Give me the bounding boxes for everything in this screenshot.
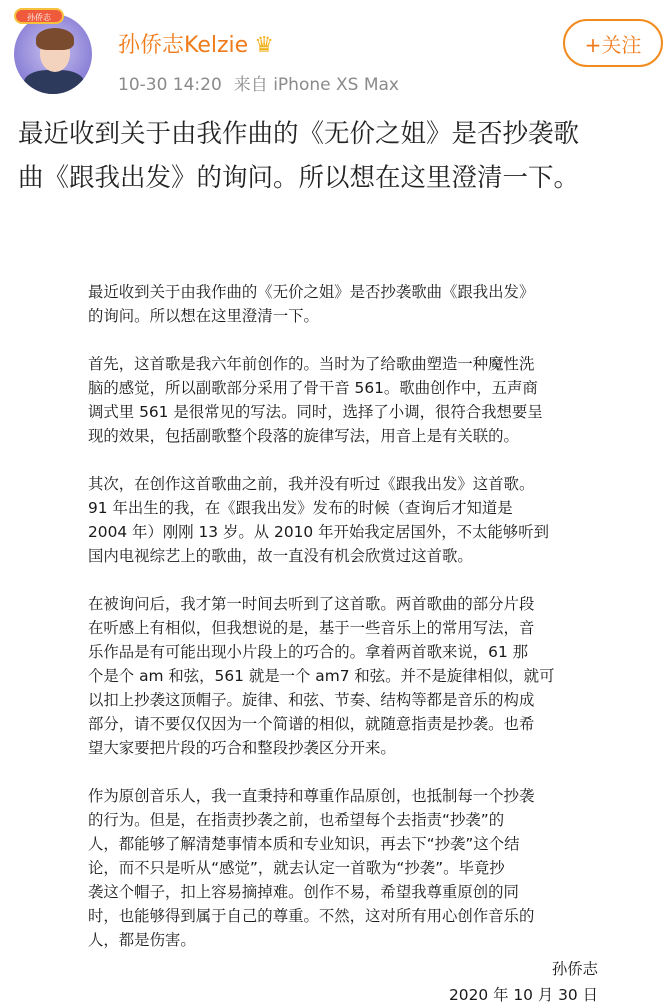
post-line: 曲《跟我出发》的询问。所以想在这里澄清一下。 <box>18 163 580 193</box>
statement-line: 论，而不只是听从“感觉”，就去认定一首歌为“抄袭”。毕竟抄 <box>88 859 505 877</box>
statement-line: 国内电视综艺上的歌曲，故一直没有机会欣赏过这首歌。 <box>88 547 473 565</box>
post-source: 来自 iPhone XS Max <box>233 75 399 95</box>
statement-signature: 孙侨志 <box>551 960 598 978</box>
statement-paragraph <box>88 784 608 952</box>
user-name[interactable] <box>118 28 274 59</box>
avatar[interactable] <box>14 14 92 94</box>
statement-line: 袭这个帽子，扣上容易摘掉难。创作不易，希望我尊重原创的同 <box>88 883 519 901</box>
statement-line: 最近收到关于由我作曲的《无价之姐》是否抄袭歌曲《跟我出发》 <box>88 283 535 301</box>
statement-line: 调式里 561 是很常见的写法。同时，选择了小调，很符合我想要呈 <box>88 403 543 421</box>
avatar-badge: 孙侨志 <box>14 8 64 24</box>
follow-button[interactable]: +关注 <box>563 19 663 67</box>
statement-paragraph <box>88 592 608 760</box>
avatar-body <box>24 70 84 94</box>
statement-line: 首先，这首歌是我六年前创作的。当时为了给歌曲塑造一种魔性洗 <box>88 355 535 373</box>
statement-line: 以扣上抄袭这顶帽子。旋律、和弦、节奏、结构等都是音乐的构成 <box>88 691 535 709</box>
post-time: 10-30 14:20 <box>118 75 222 95</box>
statement-line: 91 年出生的我，在《跟我出发》发布的时候（查询后才知道是 <box>88 499 513 517</box>
statement-line: 人，都能够了解清楚事情本质和专业知识，再去下“抄袭”这个结 <box>88 835 520 853</box>
statement-paragraph <box>88 352 608 448</box>
crown-icon: ♛ <box>254 33 274 58</box>
statement-paragraph <box>88 472 608 568</box>
statement-line: 脑的感觉，所以副歌部分采用了骨干音 561。歌曲创作中，五声商 <box>88 379 538 397</box>
post-line: 最近收到关于由我作曲的《无价之姐》是否抄袭歌 <box>18 119 580 149</box>
avatar-hair <box>36 28 74 50</box>
statement-line: 人，都是伤害。 <box>88 931 196 949</box>
statement-line: 在听感上有相似，但我想说的是，基于一些音乐上的常用写法，音 <box>88 619 535 637</box>
statement-line: 望大家要把片段的巧合和整段抄袭区分开来。 <box>88 739 396 757</box>
user-name-text[interactable]: 孙侨志Kelzie <box>118 33 249 58</box>
statement-line: 个是个 am 和弦，561 就是一个 am7 和弦。并不是旋律相似，就可 <box>88 667 555 685</box>
statement-line: 部分，请不要仅仅因为一个简谱的相似，就随意指责是抄袭。也希 <box>88 715 535 733</box>
statement-line: 2004 年）刚刚 13 岁。从 2010 年开始我定居国外，不太能够听到 <box>88 523 549 541</box>
statement-line: 现的效果，包括副歌整个段落的旋律写法，用音上是有关联的。 <box>88 427 519 445</box>
post-text <box>18 112 658 200</box>
statement-date: 2020 年 10 月 30 日 <box>449 986 598 1004</box>
statement-line: 的行为。但是，在指责抄袭之前，也希望每个去指责“抄袭”的 <box>88 811 505 829</box>
statement-image[interactable] <box>88 280 608 1008</box>
statement-line: 乐作品是有可能出现小片段上的巧合的。拿着两首歌来说，61 那 <box>88 643 529 661</box>
statement-paragraph <box>88 280 608 328</box>
statement-signature-block <box>88 956 598 1008</box>
statement-line: 在被询问后，我才第一时间去听到了这首歌。两首歌曲的部分片段 <box>88 595 535 613</box>
statement-line: 其次，在创作这首歌曲之前，我并没有听过《跟我出发》这首歌。 <box>88 475 535 493</box>
statement-line: 作为原创音乐人，我一直秉持和尊重作品原创，也抵制每一个抄袭 <box>88 787 535 805</box>
statement-line: 时，也能够得到属于自己的尊重。不然，这对所有用心创作音乐的 <box>88 907 535 925</box>
post-meta <box>118 70 399 95</box>
statement-line: 的询问。所以想在这里澄清一下。 <box>88 307 319 325</box>
